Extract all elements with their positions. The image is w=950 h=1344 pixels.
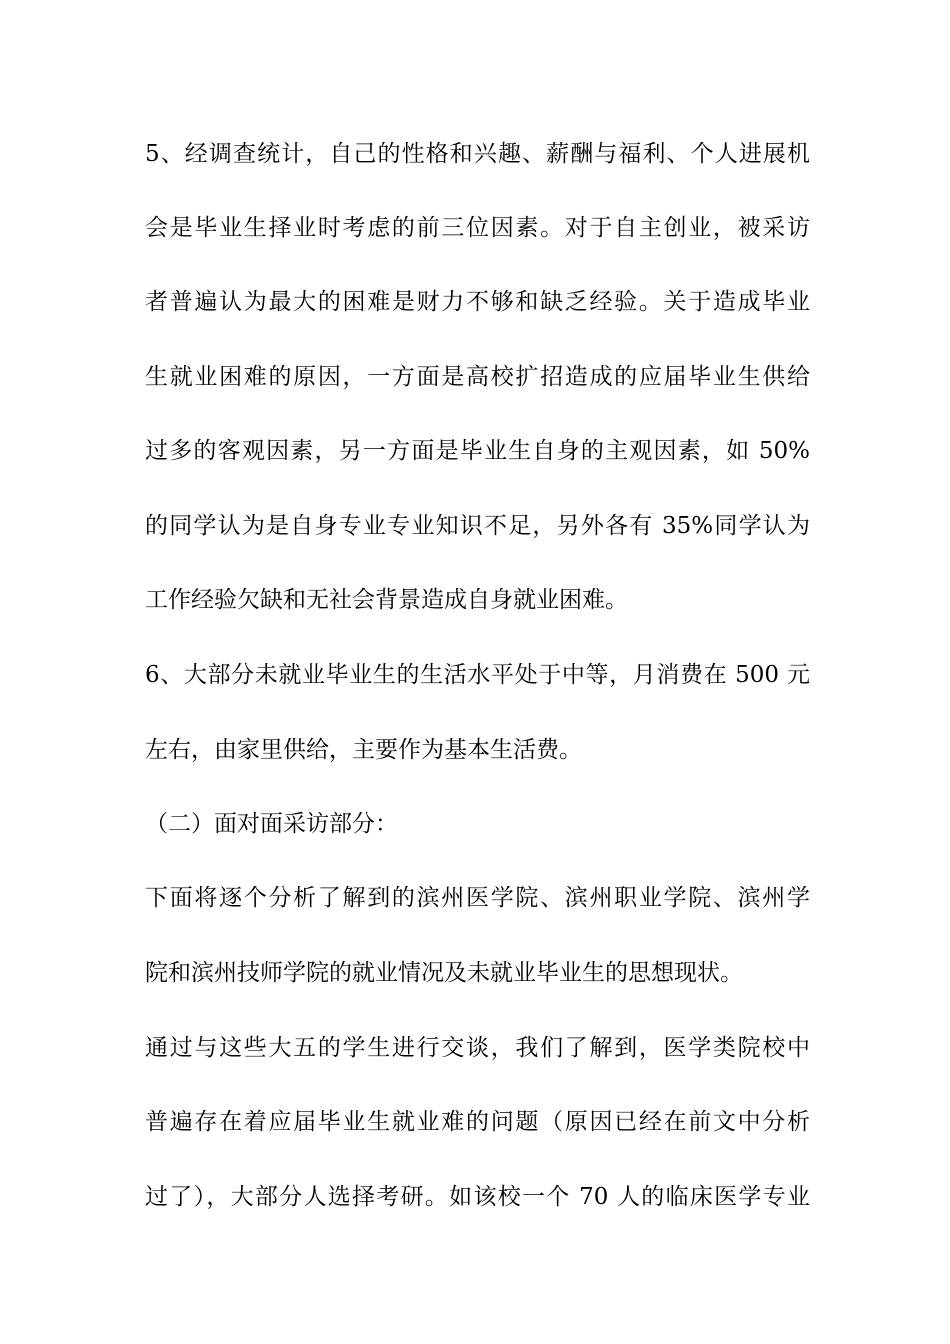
paragraph-line: 通过与这些大五的学生进行交谈，我们了解到，医学类院校中 bbox=[145, 1035, 810, 1061]
paragraph-line: 院和滨州技师学院的就业情况及未就业毕业生的思想现状。 bbox=[145, 960, 743, 986]
paragraph-line: 5、经调查统计，自己的性格和兴趣、薪酬与福利、个人进展机 bbox=[145, 141, 810, 167]
paragraph-line: 6、大部分未就业毕业生的生活水平处于中等，月消费在 500 元 bbox=[145, 662, 810, 688]
paragraph-line: 会是毕业生择业时考虑的前三位因素。对于自主创业，被采访 bbox=[145, 215, 810, 241]
paragraph-line: 左右，由家里供给，主要作为基本生活费。 bbox=[145, 737, 582, 763]
paragraph-line: 者普遍认为最大的困难是财力不够和缺乏经验。关于造成毕业 bbox=[145, 289, 810, 315]
section-heading: （二）面对面采访部分： bbox=[145, 811, 398, 837]
paragraph-line: 普遍存在着应届毕业生就业难的问题（原因已经在前文中分析 bbox=[145, 1109, 810, 1135]
paragraph-line: 过了），大部分人选择考研。如该校一个 70 人的临床医学专业 bbox=[145, 1184, 810, 1210]
paragraph-line: 的同学认为是自身专业专业知识不足，另外各有 35%同学认为 bbox=[145, 513, 810, 539]
paragraph-line: 工作经验欠缺和无社会背景造成自身就业困难。 bbox=[145, 587, 628, 613]
paragraph-line: 过多的客观因素，另一方面是毕业生自身的主观因素，如 50% bbox=[145, 438, 810, 464]
paragraph-line: 下面将逐个分析了解到的滨州医学院、滨州职业学院、滨州学 bbox=[145, 885, 810, 911]
paragraph-line: 生就业困难的原因，一方面是高校扩招造成的应届毕业生供给 bbox=[145, 364, 810, 390]
